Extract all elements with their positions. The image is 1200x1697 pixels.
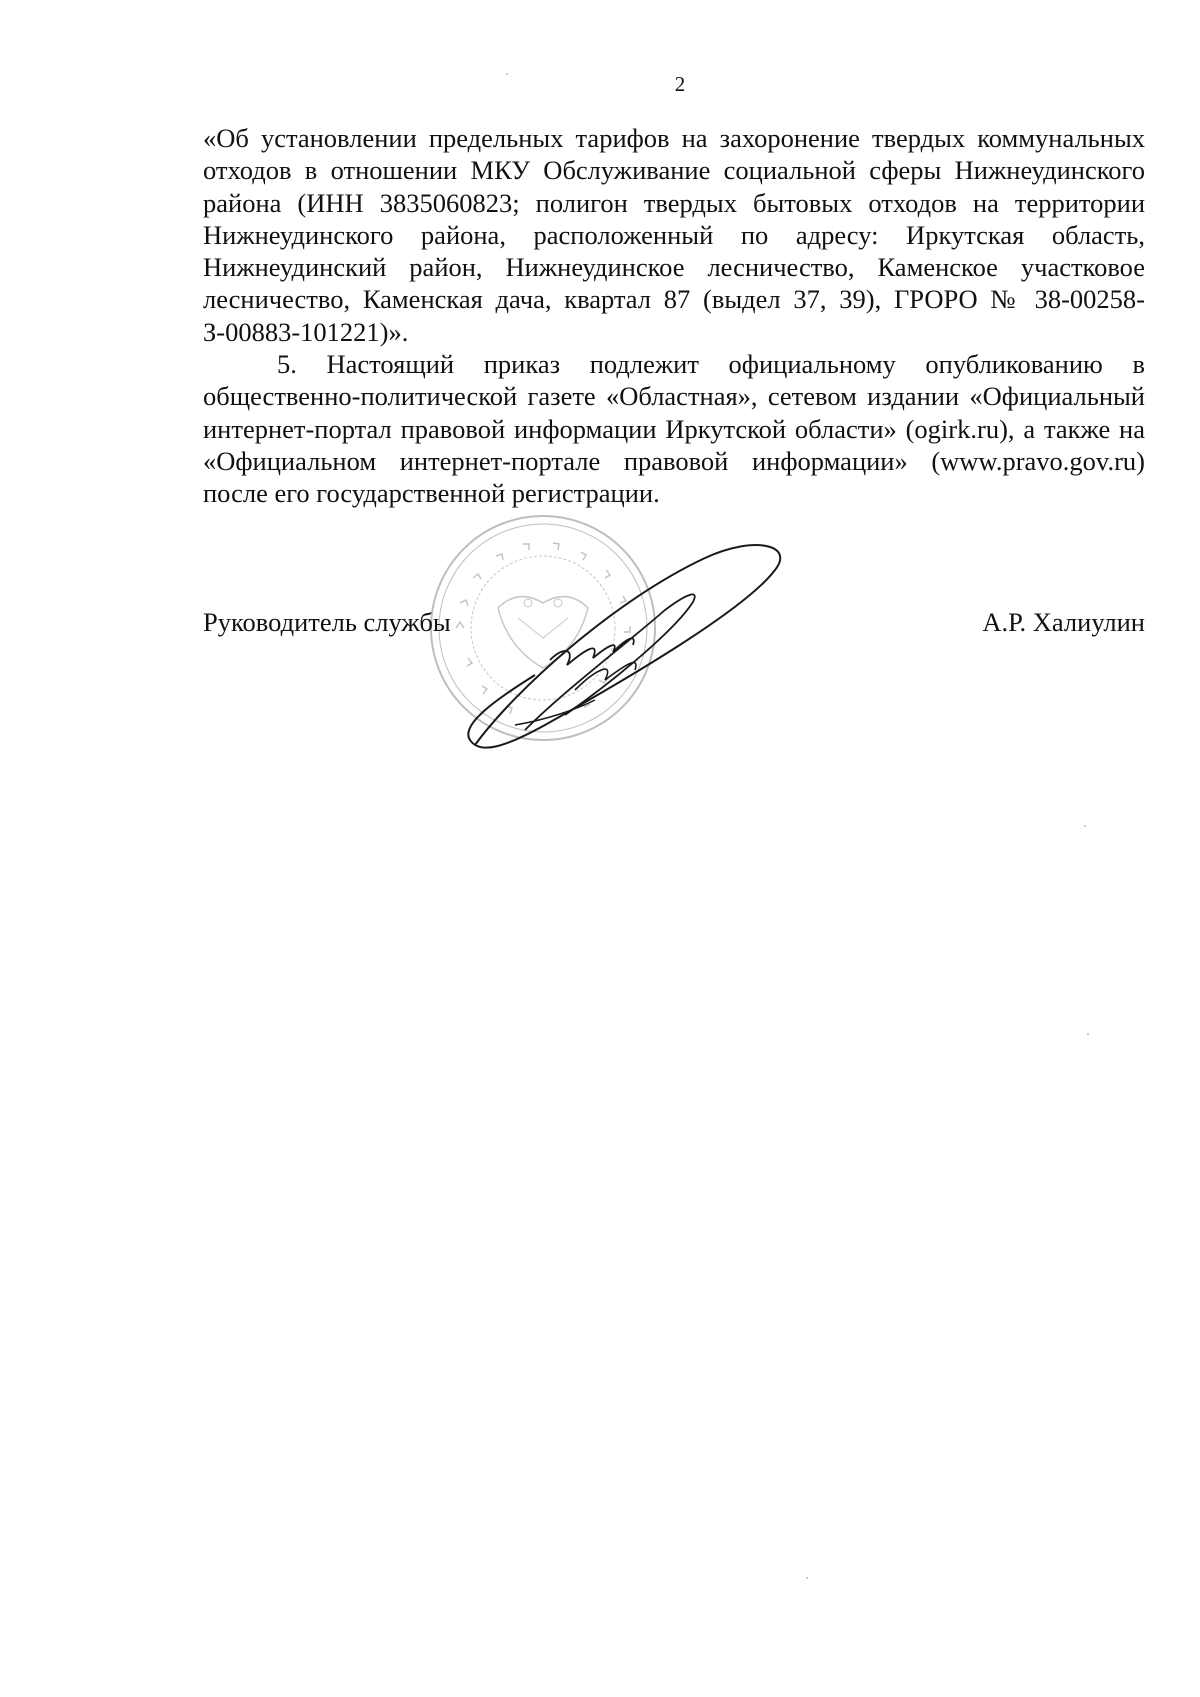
paragraph-document-title-continuation: «Об установлении предельных тарифов на захоронение твердых коммунальных отходов в отношении МКУ Обслуживание социальной сферы Нижнеудинского района (ИНН 3835060823; полигон твердых бытовых отходов на территории Нижнеудинского района, расположенный по адресу: Иркутская область, Нижнеудинский район, Нижнеудинское лесничество, Каменское участковое лесничество, Каменская дача, квартал 87 (выдел 37, 39), ГРОРО № 38-00258-З-00883-101221)». (203, 123, 1145, 347)
document-body (203, 122, 1145, 510)
scan-speck (1084, 825, 1086, 827)
scan-speck (806, 1577, 808, 1579)
signature-block (203, 606, 1145, 646)
handwritten-signature-icon (455, 540, 800, 755)
scan-speck (506, 73, 508, 75)
signer-position: Руководитель службы (203, 607, 451, 637)
page-number: 2 (674, 72, 686, 96)
signer-name: А.Р. Халиулин (982, 607, 1145, 637)
paragraph-publication-clause: 5. Настоящий приказ подлежит официальному опубликованию в общественно-политической газете «Областная», сетевом издании «Официальный интернет-портал правовой информации Иркутской области» (ogirk.ru), а также на «Официальном интернет-портале правовой информации» (www.pravo.gov.ru) после его государственной регистрации. (203, 349, 1145, 509)
scan-speck (1087, 1033, 1089, 1035)
